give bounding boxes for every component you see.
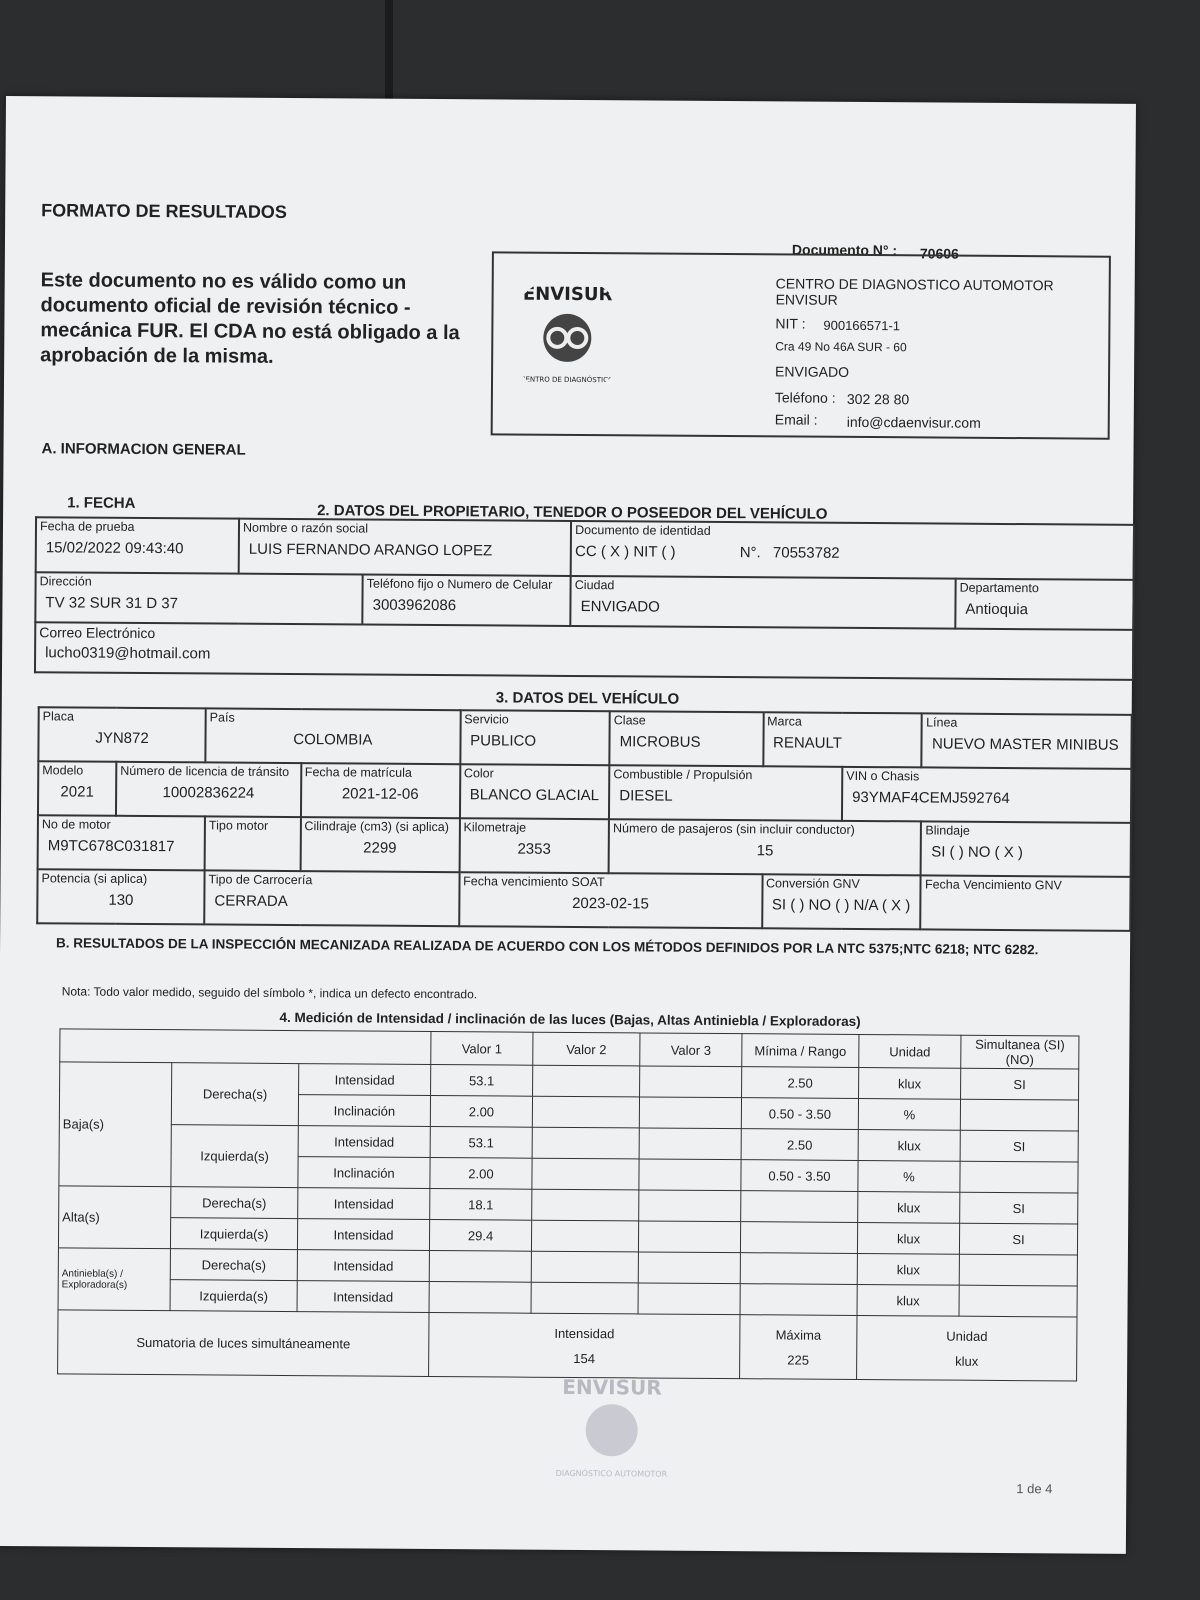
- value1: 2.00: [430, 1157, 532, 1189]
- fecha-title: 1. FECHA: [67, 494, 136, 512]
- header-unidad: Unidad: [859, 1034, 961, 1068]
- side: Derecha(s): [170, 1249, 297, 1281]
- value1: 18.1: [430, 1188, 532, 1220]
- label: Fecha de prueba: [39, 519, 135, 534]
- label: Blindaje: [925, 823, 970, 838]
- sum-unit-label: Unidad: [946, 1328, 988, 1344]
- header-simultanea: Simultanea (SI) (NO): [961, 1035, 1079, 1069]
- svg-text:DIAGNÓSTICO AUTOMOTOR: DIAGNÓSTICO AUTOMOTOR: [555, 1468, 668, 1479]
- minimum: [741, 1191, 858, 1223]
- label: Placa: [42, 709, 74, 724]
- clase: MICROBUS: [619, 733, 701, 751]
- sum-row: [58, 1310, 1077, 1381]
- licencia: 10002836224: [162, 784, 255, 802]
- company-phone: 302 28 80: [846, 390, 910, 408]
- measure: Inclinación: [298, 1157, 430, 1189]
- potencia: 130: [108, 891, 134, 909]
- vehicle-table: [36, 706, 1132, 932]
- owner-title: 2. DATOS DEL PROPIETARIO, TENEDOR O POSEEDOR DEL VEHÍCULO: [317, 502, 828, 523]
- sum-intensity-label: Intensidad: [554, 1325, 615, 1341]
- value1: 29.4: [429, 1219, 531, 1251]
- label: Línea: [926, 715, 958, 730]
- vin: 93YMAF4CEMJ592764: [852, 788, 1010, 808]
- sum-max: 225: [787, 1351, 810, 1368]
- measure: Intensidad: [299, 1064, 431, 1096]
- measure: Intensidad: [297, 1250, 429, 1282]
- results-document: [0, 96, 1136, 1554]
- vehicle-title: 3. DATOS DEL VEHÍCULO: [495, 689, 680, 708]
- header-valor3: Valor 3: [640, 1033, 742, 1067]
- label: Marca: [767, 714, 802, 729]
- combustible: DIESEL: [619, 787, 673, 805]
- minimum: [740, 1284, 857, 1316]
- label: Fecha Vencimiento GNV: [924, 877, 1062, 893]
- owner-city: ENVIGADO: [580, 598, 660, 616]
- gnv-venc: [925, 897, 1127, 898]
- company-name: CENTRO DE DIAGNOSTICO AUTOMOTOR ENVISUR: [775, 275, 1054, 308]
- motor: M9TC678C031817: [47, 837, 175, 856]
- unit: klux: [859, 1067, 961, 1099]
- svg-text:ENVISUR: ENVISUR: [562, 1374, 662, 1400]
- label: Tipo motor: [208, 818, 269, 833]
- unit: klux: [857, 1222, 959, 1254]
- linea: NUEVO MASTER MINIBUS: [931, 735, 1119, 754]
- label: Teléfono fijo o Numero de Celular: [366, 576, 553, 592]
- label: VIN o Chasis: [846, 768, 920, 784]
- label: Fecha vencimiento SOAT: [463, 874, 605, 890]
- simultaneous: SI: [960, 1130, 1078, 1162]
- form-title: FORMATO DE RESULTADOS: [41, 200, 287, 222]
- phone-label: Teléfono :: [774, 389, 836, 406]
- section-b-note: Nota: Todo valor medido, seguido del símbolo *, indica un defecto encontrado.: [61, 984, 478, 1002]
- side: Izquierda(s): [170, 1280, 297, 1312]
- address: TV 32 SUR 31 D 37: [45, 594, 179, 613]
- blindaje: SI ( ) NO ( X ): [931, 843, 1023, 862]
- label: Combustible / Propulsión: [613, 767, 753, 783]
- label: Color: [463, 766, 494, 781]
- sum-unit: klux: [955, 1353, 979, 1369]
- owner-phone: 3003962086: [372, 596, 457, 615]
- modelo: 2021: [60, 783, 94, 801]
- measure: Intensidad: [297, 1281, 429, 1313]
- owner-email: lucho0319@hotmail.com: [45, 644, 211, 663]
- measure: Intensidad: [298, 1126, 430, 1158]
- envisur-logo: [507, 276, 628, 402]
- label: No de motor: [41, 817, 111, 832]
- section-a-title: A. INFORMACION GENERAL: [41, 440, 246, 459]
- unit: klux: [858, 1191, 960, 1223]
- unit: klux: [858, 1129, 960, 1161]
- side: Izquierda(s): [170, 1218, 297, 1250]
- header-valor1: Valor 1: [431, 1031, 533, 1065]
- label: Departamento: [959, 580, 1039, 596]
- measure: Intensidad: [298, 1188, 430, 1220]
- table-row: [60, 1062, 1079, 1100]
- group-baja: Baja(s): [59, 1062, 172, 1187]
- measure: Inclinación: [298, 1095, 430, 1127]
- unit: klux: [857, 1253, 959, 1285]
- simultaneous: [959, 1285, 1077, 1317]
- value1: 53.1: [430, 1126, 532, 1158]
- seat-seam: [385, 0, 393, 100]
- label: Número de pasajeros (sin incluir conductor): [612, 821, 855, 837]
- owner-department: Antioquia: [965, 600, 1029, 619]
- header-minima: Mínima / Rango: [742, 1034, 859, 1068]
- id-number: 70553782: [772, 544, 840, 562]
- value1: 53.1: [431, 1064, 533, 1096]
- company-address: Cra 49 No 46A SUR - 60: [775, 339, 907, 355]
- unit: klux: [857, 1284, 959, 1316]
- lights-table: [57, 1028, 1079, 1381]
- email-label: Email :: [774, 411, 818, 428]
- svg-text:ENVISUR: ENVISUR: [522, 283, 613, 306]
- company-box: [491, 251, 1111, 439]
- kilometraje: 2353: [517, 840, 551, 858]
- label: Dirección: [39, 574, 92, 589]
- label: Documento de identidad: [575, 522, 711, 538]
- sum-intensity: 154: [573, 1350, 596, 1366]
- label: Conversión GNV: [765, 876, 860, 891]
- minimum: [740, 1253, 857, 1285]
- label: Tipo de Carrocería: [208, 872, 313, 888]
- id-type: CC ( X ) NIT ( ): [574, 542, 676, 561]
- measure: Intensidad: [297, 1219, 429, 1251]
- label: Número de licencia de tránsito: [120, 763, 290, 779]
- cilindraje: 2299: [363, 839, 397, 857]
- simultaneous: [960, 1161, 1078, 1193]
- page-indicator: 1 de 4: [1016, 1481, 1053, 1497]
- owner-name: LUIS FERNANDO ARANGO LOPEZ: [248, 540, 493, 560]
- label: Clase: [613, 713, 646, 728]
- label: Cilindraje (cm3) (si aplica): [304, 819, 449, 835]
- id-number-label: N°.: [739, 544, 761, 562]
- minimum: [740, 1222, 857, 1254]
- soat: 2023-02-15: [572, 894, 649, 913]
- document-number: 70606: [919, 245, 959, 262]
- simultaneous: [959, 1254, 1077, 1286]
- simultaneous: SI: [959, 1223, 1077, 1255]
- nit-value: 900166571-1: [823, 317, 901, 334]
- value1: 2.00: [430, 1095, 532, 1127]
- minimum: 0.50 - 3.50: [741, 1098, 858, 1130]
- carroceria: CERRADA: [214, 892, 288, 910]
- label: Ciudad: [574, 577, 615, 593]
- servicio: PUBLICO: [470, 732, 537, 750]
- minimum: 0.50 - 3.50: [741, 1160, 858, 1192]
- test-date: 15/02/2022 09:43:40: [45, 539, 184, 558]
- unit: %: [858, 1098, 960, 1130]
- envisur-stamp: [541, 1372, 682, 1488]
- owner-table: [34, 516, 1135, 681]
- tipo-motor: [209, 838, 296, 839]
- label: Modelo: [42, 763, 84, 778]
- document-number-label: Documento N° :: [791, 241, 898, 259]
- color: BLANCO GLACIAL: [469, 786, 600, 805]
- pasajeros: 15: [756, 842, 774, 860]
- placa: JYN872: [95, 729, 149, 748]
- header-valor2: Valor 2: [533, 1032, 640, 1066]
- simultaneous: SI: [961, 1068, 1079, 1100]
- gnv: SI ( ) NO ( ) N/A ( X ): [771, 896, 911, 915]
- label: Correo Electrónico: [39, 624, 156, 642]
- unit: %: [858, 1160, 960, 1192]
- value1: [429, 1281, 531, 1313]
- side: Izquierda(s): [171, 1125, 298, 1188]
- company-city: ENVIGADO: [775, 363, 850, 380]
- value1: [429, 1250, 531, 1282]
- table-row: [59, 1124, 1078, 1162]
- group-antiniebla: Antiniebla(s) / Exploradora(s): [58, 1248, 170, 1311]
- sum-max-label: Máxima: [775, 1326, 822, 1343]
- label: Nombre o razón social: [242, 520, 369, 536]
- section-b-title: B. RESULTADOS DE LA INSPECCIÓN MECANIZADA REALIZADA DE ACUERDO CON LOS MÉTODOS DEFINIDOS POR LA NTC 5375;NTC 6218; NTC 6282.: [56, 935, 1039, 958]
- label: Servicio: [464, 712, 509, 727]
- nit-label: NIT :: [775, 315, 806, 332]
- matricula: 2021-12-06: [341, 785, 419, 803]
- marca: RENAULT: [772, 734, 842, 752]
- side: Derecha(s): [171, 1063, 298, 1126]
- label: Potencia (si aplica): [41, 871, 148, 887]
- group-alta: Alta(s): [58, 1186, 170, 1249]
- side: Derecha(s): [171, 1187, 298, 1219]
- label: País: [209, 710, 235, 725]
- simultaneous: SI: [960, 1192, 1078, 1224]
- simultaneous: [960, 1099, 1078, 1131]
- company-email: info@cdaenvisur.com: [846, 413, 981, 431]
- svg-text:CENTRO DE DIAGNÓSTICO: CENTRO DE DIAGNÓSTICO: [520, 375, 614, 385]
- sum-label: Sumatoria de luces simultáneamente: [58, 1310, 429, 1377]
- minimum: 2.50: [741, 1129, 858, 1161]
- label: Kilometraje: [463, 820, 527, 835]
- label: Fecha de matrícula: [304, 765, 412, 780]
- lights-title: 4. Medición de Intensidad / inclinación de las luces (Bajas, Altas Antiniebla / Exploradoras): [279, 1009, 861, 1029]
- pais: COLOMBIA: [293, 731, 373, 749]
- disclaimer: Este documento no es válido como un documento oficial de revisión técnico - mecánica FUR. El CDA no está obligado a la aprobación de la misma.: [40, 269, 460, 368]
- minimum: 2.50: [742, 1067, 859, 1099]
